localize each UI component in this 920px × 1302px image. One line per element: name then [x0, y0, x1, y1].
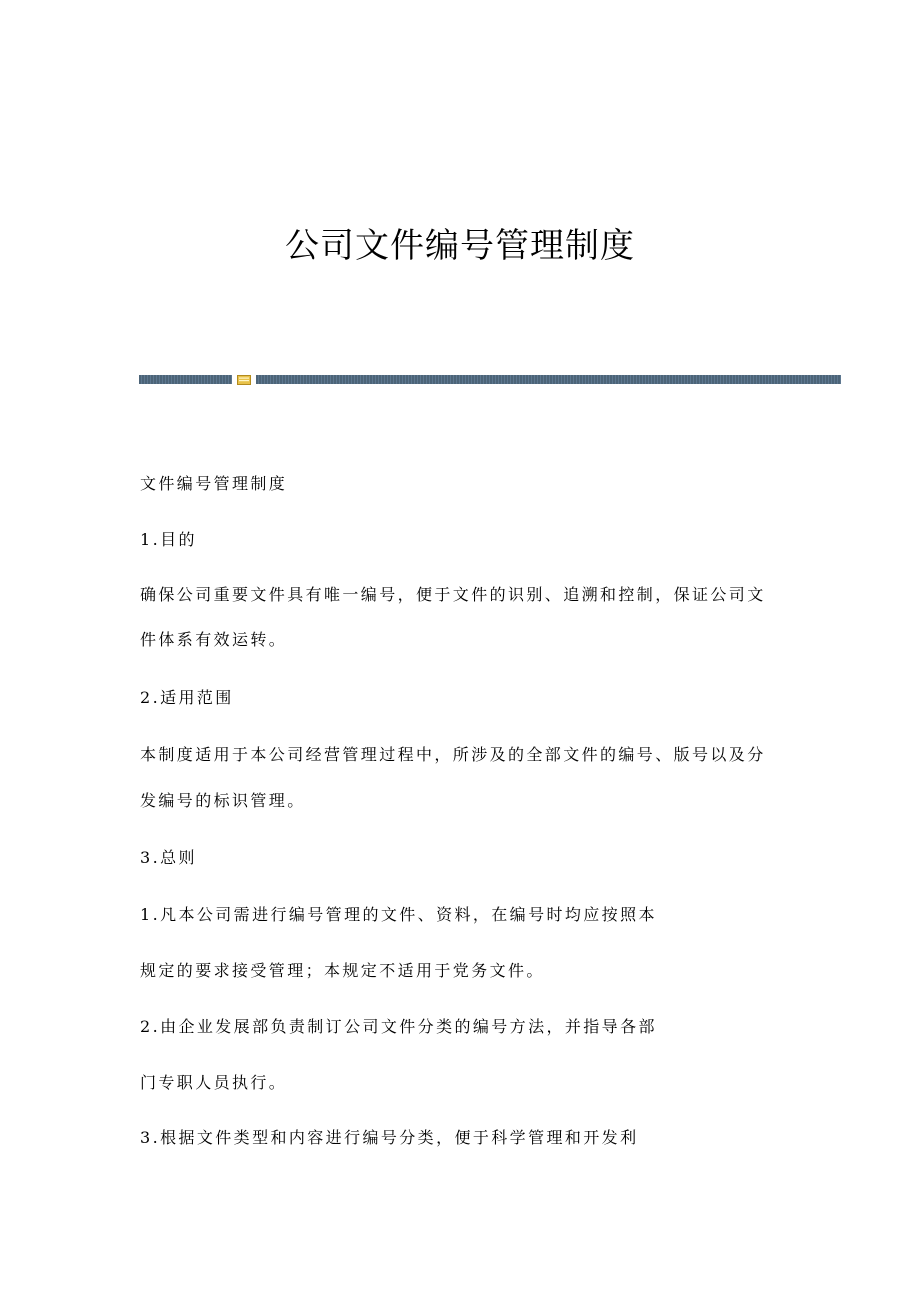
body-line: 2.由企业发展部负责制订公司文件分类的编号方法，并指导各部	[140, 1017, 657, 1036]
body-line: 2.适用范围	[140, 688, 234, 707]
title-divider	[139, 375, 841, 384]
body-line: 门专职人员执行。	[140, 1073, 288, 1092]
body-line: 件体系有效运转。	[140, 630, 288, 649]
body-line: 规定的要求接受管理；本规定不适用于党务文件。	[140, 961, 545, 980]
body-line: 3.根据文件类型和内容进行编号分类，便于科学管理和开发利	[140, 1128, 639, 1147]
divider-bar-right	[256, 375, 841, 384]
divider-bar-left	[139, 375, 232, 384]
body-line: 1.凡本公司需进行编号管理的文件、资料，在编号时均应按照本	[140, 905, 657, 924]
body-line: 1.目的	[140, 530, 197, 549]
body-line: 发编号的标识管理。	[140, 791, 306, 810]
body-line: 本制度适用于本公司经营管理过程中，所涉及的全部文件的编号、版号以及分	[140, 745, 766, 764]
body-line: 3.总则	[140, 848, 197, 867]
document-title: 公司文件编号管理制度	[285, 226, 635, 266]
folder-icon	[237, 374, 251, 385]
body-line: 文件编号管理制度	[140, 474, 288, 493]
body-line: 确保公司重要文件具有唯一编号，便于文件的识别、追溯和控制，保证公司文	[140, 585, 766, 604]
